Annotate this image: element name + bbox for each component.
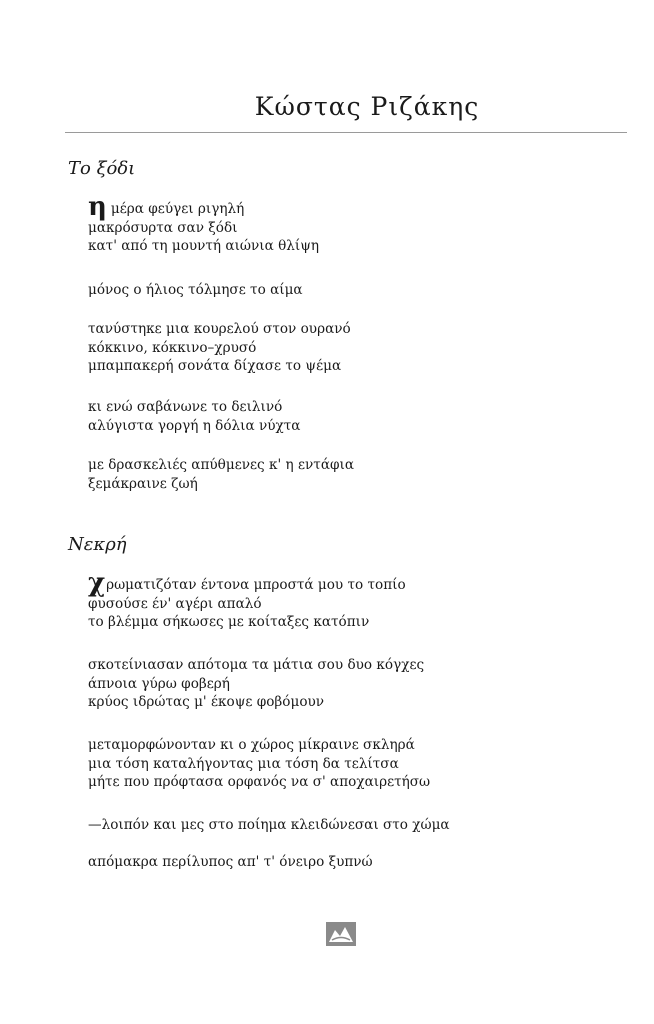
stanza <box>88 398 300 435</box>
poem-line: μήτε που πρόφτασα ορφανός να σ' αποχαιρετήσω <box>88 774 431 791</box>
poem-line: κόκκινο, κόκκινο–χρυσό <box>88 339 257 356</box>
poem-line: μπαμπακερή σονάτα δίχασε το ψέμα <box>88 358 342 375</box>
stanza <box>88 456 354 493</box>
author-name: Κώστας Ριζάκης <box>254 92 480 121</box>
stanza <box>88 816 450 835</box>
poem-title: Το ξόδι <box>68 158 136 179</box>
poem-line: με δρασκελιές απύθμενες κ' η εντάφια <box>88 457 355 473</box>
stanza <box>88 192 320 256</box>
poem-line: ημέρα φεύγει ριγηλή <box>88 192 245 222</box>
stanza <box>88 736 430 792</box>
drop-cap: χ <box>88 568 106 598</box>
poem-line: μια τόση καταλήγοντας μια τόση δα τελίτσα <box>88 755 399 772</box>
stanza <box>88 853 373 872</box>
stanza <box>88 568 406 632</box>
poem-line: φυσούσε έν' αγέρι απαλό <box>88 595 262 612</box>
header-divider <box>65 132 627 133</box>
poem-line: —λοιπόν και μες στο ποίημα κλειδώνεσαι στο χώμα <box>88 817 450 833</box>
poem-line: κι ενώ σαβάνωνε το δειλινό <box>88 399 283 415</box>
poem-line: σκοτείνιασαν απότομα τα μάτια σου δυο κόγχες <box>88 657 425 673</box>
poem-line: αλύγιστα γοργή η δόλια νύχτα <box>88 417 301 434</box>
drop-cap: η <box>88 192 107 222</box>
poem-line: ξεμάκραινε ζωή <box>88 475 198 492</box>
publisher-emblem-icon <box>326 922 356 946</box>
poem-line: κατ' από τη μουντή αιώνια θλίψη <box>88 238 320 255</box>
stanza <box>88 320 351 376</box>
stanza <box>88 281 303 300</box>
poem-line: άπνοια γύρω φοβερή <box>88 675 230 692</box>
stanza <box>88 656 424 712</box>
poem-line: χρωματιζόταν έντονα μπροστά μου το τοπίο <box>88 568 406 598</box>
poem-line: μεταμορφώνονταν κι ο χώρος μίκραινε σκληρά <box>88 737 415 753</box>
poem-line: μακρόσυρτα σαν ξόδι <box>88 219 238 236</box>
poem-line: απόμακρα περίλυπος απ' τ' όνειρο ξυπνώ <box>88 854 373 870</box>
poem-line: το βλέμμα σήκωσες με κοίταξες κατόπιν <box>88 614 370 631</box>
poem-line: τανύστηκε μια κουρελού στον ουρανό <box>88 321 351 337</box>
poem-line: μόνος ο ήλιος τόλμησε το αίμα <box>88 282 303 298</box>
poem-line: κρύος ιδρώτας μ' έκοψε φοβόμουν <box>88 694 325 711</box>
poem-title: Νεκρή <box>68 534 127 555</box>
